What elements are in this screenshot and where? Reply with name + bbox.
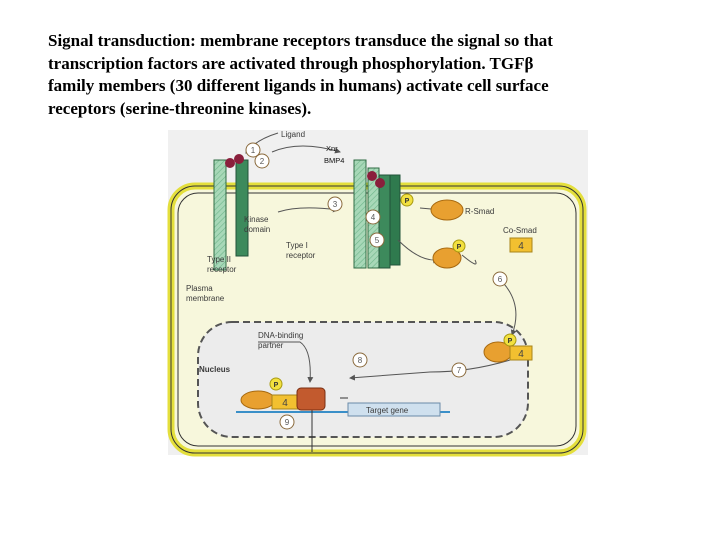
type-ii-label: receptor [207, 265, 237, 274]
dna-binding-partner-label: partner [258, 341, 284, 350]
smad4-label: 4 [282, 398, 288, 409]
r-smad-label: R-Smad [465, 207, 495, 216]
title-line: family members (30 different ligands in humans) activate cell surface [48, 76, 549, 95]
phospho-label: P [507, 338, 513, 345]
type-i-label: Type I [286, 241, 308, 250]
step-label: 9 [284, 418, 290, 427]
kinase-domain-label: Kinase [244, 215, 269, 224]
bmp4-label: BMP4 [324, 156, 345, 165]
xnr-label: Xnr [326, 144, 338, 153]
type-ii-label: Type II [207, 255, 232, 264]
type-ii-receptor [214, 160, 226, 270]
plasma-membrane-label: Plasma [186, 284, 213, 293]
phospho-label: P [404, 198, 410, 205]
dna-binding-partner-label: DNA-binding [258, 331, 304, 340]
step-label: 5 [374, 236, 380, 245]
title-line: receptors (serine-threonine kinases). [48, 98, 312, 118]
type-i-receptor [236, 160, 248, 256]
type-i-label: receptor [286, 251, 316, 260]
step-label: 8 [357, 356, 363, 365]
step-label: 6 [497, 275, 503, 284]
smad4-label: 4 [518, 349, 524, 360]
title-line: Signal transduction: membrane receptors transduce the signal so that [48, 31, 553, 50]
title-line: transcription factors are activated through phosphorylation. TGFβ [48, 53, 534, 73]
ligand-label: Ligand [281, 130, 306, 139]
nucleus [198, 322, 528, 437]
target-gene-label: Target gene [366, 406, 409, 415]
nucleus-label: Nucleus [199, 365, 231, 374]
step-label: 7 [456, 366, 462, 375]
step-label: 2 [259, 157, 265, 166]
step-label: 4 [370, 213, 376, 222]
step-label: 3 [332, 200, 338, 209]
plasma-membrane-label: membrane [186, 294, 225, 303]
kinase-domain-label: domain [244, 225, 271, 234]
step-label: 1 [250, 146, 256, 155]
phospho-label: P [456, 244, 462, 251]
phospho-label: P [273, 382, 279, 389]
co-smad-label: Co-Smad [503, 226, 537, 235]
smad4-label: 4 [518, 241, 524, 252]
